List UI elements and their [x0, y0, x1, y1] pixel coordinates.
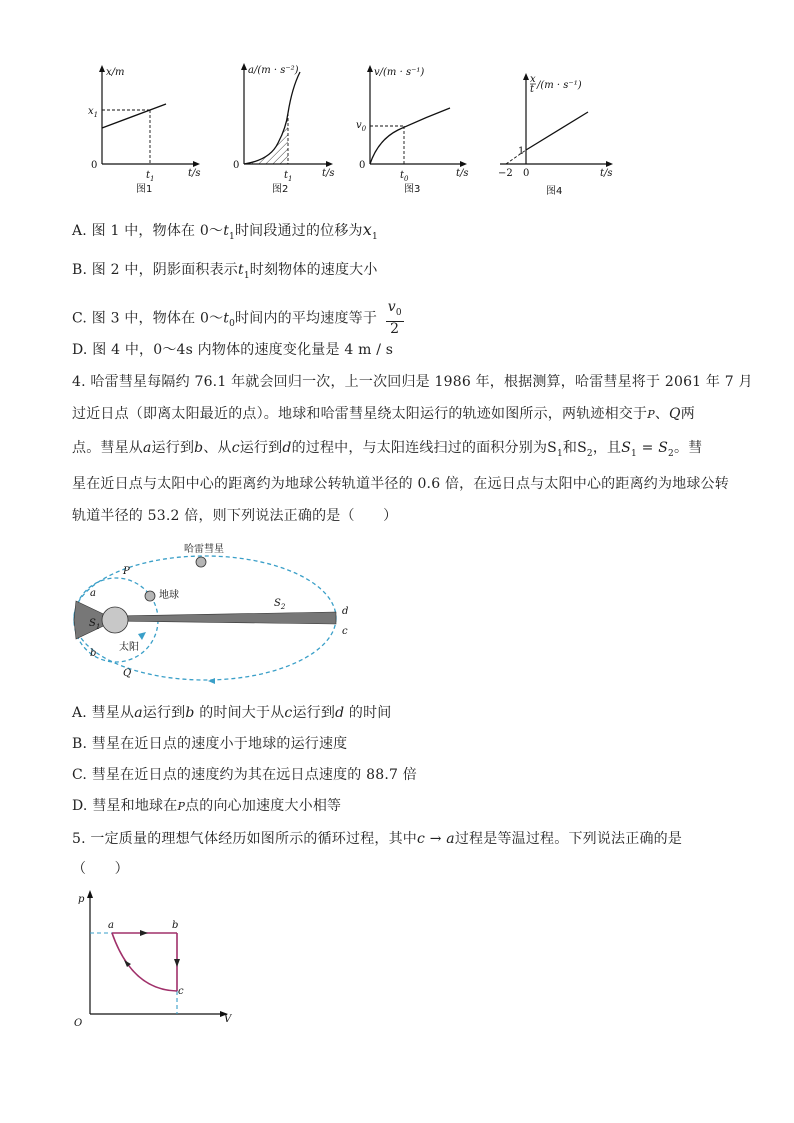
svg-text:t/s: t/s	[322, 168, 335, 179]
q4-stem-line3: 点。彗星从a运行到b、从c运行到d的过程中，与太阳连线扫过的面积分别为$S_1$和$S_2$，且$S_1 = S_2$。彗	[72, 440, 703, 459]
fig3-ylabel: v/(m · s⁻¹)	[374, 67, 425, 78]
earth-icon	[145, 591, 155, 601]
svg-text:S2: $S_2$	[274, 598, 286, 611]
svg-text:1: 1	[518, 146, 525, 157]
svg-text:/(m · s⁻¹): /(m · s⁻¹)	[537, 80, 582, 91]
svg-text:c: c	[342, 626, 348, 637]
svg-text:0: 0	[523, 168, 530, 179]
svg-text:b: b	[90, 648, 97, 659]
fig3-caption: 图3	[404, 184, 421, 195]
svg-text:b: b	[172, 920, 179, 931]
svg-text:P: P	[123, 566, 130, 577]
q4-stem-line2: 过近日点（即离太阳最近的点）。地球和哈雷彗星绕太阳运行的轨迹如图所示，两轨迹相交于P、Q两	[72, 406, 695, 422]
svg-text:0: 0	[359, 160, 366, 171]
comet-icon	[196, 557, 206, 567]
svg-text:t/s: t/s	[600, 168, 613, 179]
q5-stem-line1: 5. 一定质量的理想气体经历如图所示的循环过程，其中c → a过程是等温过程。下列说法正确的是	[72, 831, 683, 847]
svg-text:Q: Q	[123, 668, 132, 679]
q3-option-a[interactable]: A. 图 1 中，物体在 $0\sim t_1$时间段通过的位移为$x_1$	[72, 220, 378, 242]
q4-option-b[interactable]: B. 彗星在近日点的速度小于地球的运行速度	[72, 736, 348, 752]
sun-icon	[102, 607, 128, 633]
svg-text:c: c	[178, 986, 184, 997]
fig1-caption: 图1	[136, 184, 153, 195]
figure-3-v-t-graph	[356, 60, 474, 195]
fig1-ylabel: x/m	[106, 67, 125, 78]
svg-text:v0: $v_0$	[356, 120, 367, 133]
q3-option-b[interactable]: B. 图 2 中，阴影面积表示$t_1$时刻物体的速度大小	[72, 262, 378, 281]
q4-stem-line5: 轨道半径的 53.2 倍，则下列说法正确的是（ ）	[72, 508, 398, 524]
svg-text:t: t	[530, 84, 535, 95]
svg-text:d: d	[342, 606, 349, 617]
comet-direction-arrow	[208, 678, 215, 684]
svg-text:t1: $t_1$	[146, 170, 155, 183]
svg-text:V: V	[224, 1014, 232, 1025]
q4-stem-line4: 星在近日点与太阳中心的距离约为地球公转轨道半径的 0.6 倍，在远日点与太阳中心的距离约为地球公转	[72, 476, 729, 492]
halley-comet-orbit-diagram	[68, 536, 368, 686]
svg-text:S1: $S_1$	[89, 618, 101, 631]
label-comet: 哈雷彗星	[184, 544, 224, 555]
fraction-v0-over-2: $\frac{v_0}{2}$	[387, 299, 402, 337]
svg-text:x1: $x_1$	[88, 106, 99, 119]
sector-s2	[116, 612, 336, 624]
svg-text:p: p	[78, 894, 85, 905]
svg-text:t1: $t_1$	[284, 170, 293, 183]
svg-text:a: a	[90, 588, 96, 599]
svg-text:x: x	[530, 74, 536, 85]
arrow-a-to-b	[140, 930, 148, 936]
svg-text:O: O	[74, 1018, 83, 1029]
figure-2-a-t-graph	[230, 58, 340, 195]
q3-option-c[interactable]: C. 图 3 中，物体在 $0\sim t_0$时间内的平均速度等于 $\frac{v_0}{2}$	[72, 299, 402, 337]
fig2-ylabel: a/(m · s⁻²)	[248, 65, 299, 76]
label-earth: 地球	[159, 590, 179, 601]
svg-text:t/s: t/s	[188, 168, 201, 179]
arrow-b-to-c	[174, 959, 180, 967]
svg-text:−2: −2	[498, 168, 513, 179]
figure-1-x-t-graph	[88, 60, 208, 195]
q5-stem-line2: （ ）	[72, 861, 129, 877]
svg-text:0: 0	[91, 160, 98, 171]
q4-stem-line1: 4. 哈雷彗星每隔约 76.1 年就会回归一次，上一次回归是 1986 年，根据测算，哈雷彗星将于 2061 年 7 月	[72, 374, 753, 390]
label-sun: 太阳	[119, 642, 139, 653]
fig4-caption: 图4	[546, 186, 563, 197]
svg-text:t/s: t/s	[456, 168, 469, 179]
p-v-cycle-diagram	[70, 884, 240, 1030]
q4-option-a[interactable]: A. 彗星从a运行到b 的时间大于从c运行到d 的时间	[72, 705, 392, 721]
q4-option-d[interactable]: D. 彗星和地球在P点的向心加速度大小相等	[72, 798, 342, 814]
svg-text:a: a	[108, 920, 114, 931]
figure-4-xt-t-graph	[496, 72, 622, 197]
svg-text:t0: $t_0$	[400, 170, 409, 183]
q3-option-d[interactable]: D. 图 4 中，0～4s 内物体的速度变化量是 4 m / s	[72, 342, 394, 358]
fig2-caption: 图2	[272, 184, 289, 195]
earth-direction-arrow	[138, 632, 146, 640]
svg-text:0: 0	[233, 160, 240, 171]
q4-option-c[interactable]: C. 彗星在近日点的速度约为其在远日点速度的 88.7 倍	[72, 767, 417, 783]
